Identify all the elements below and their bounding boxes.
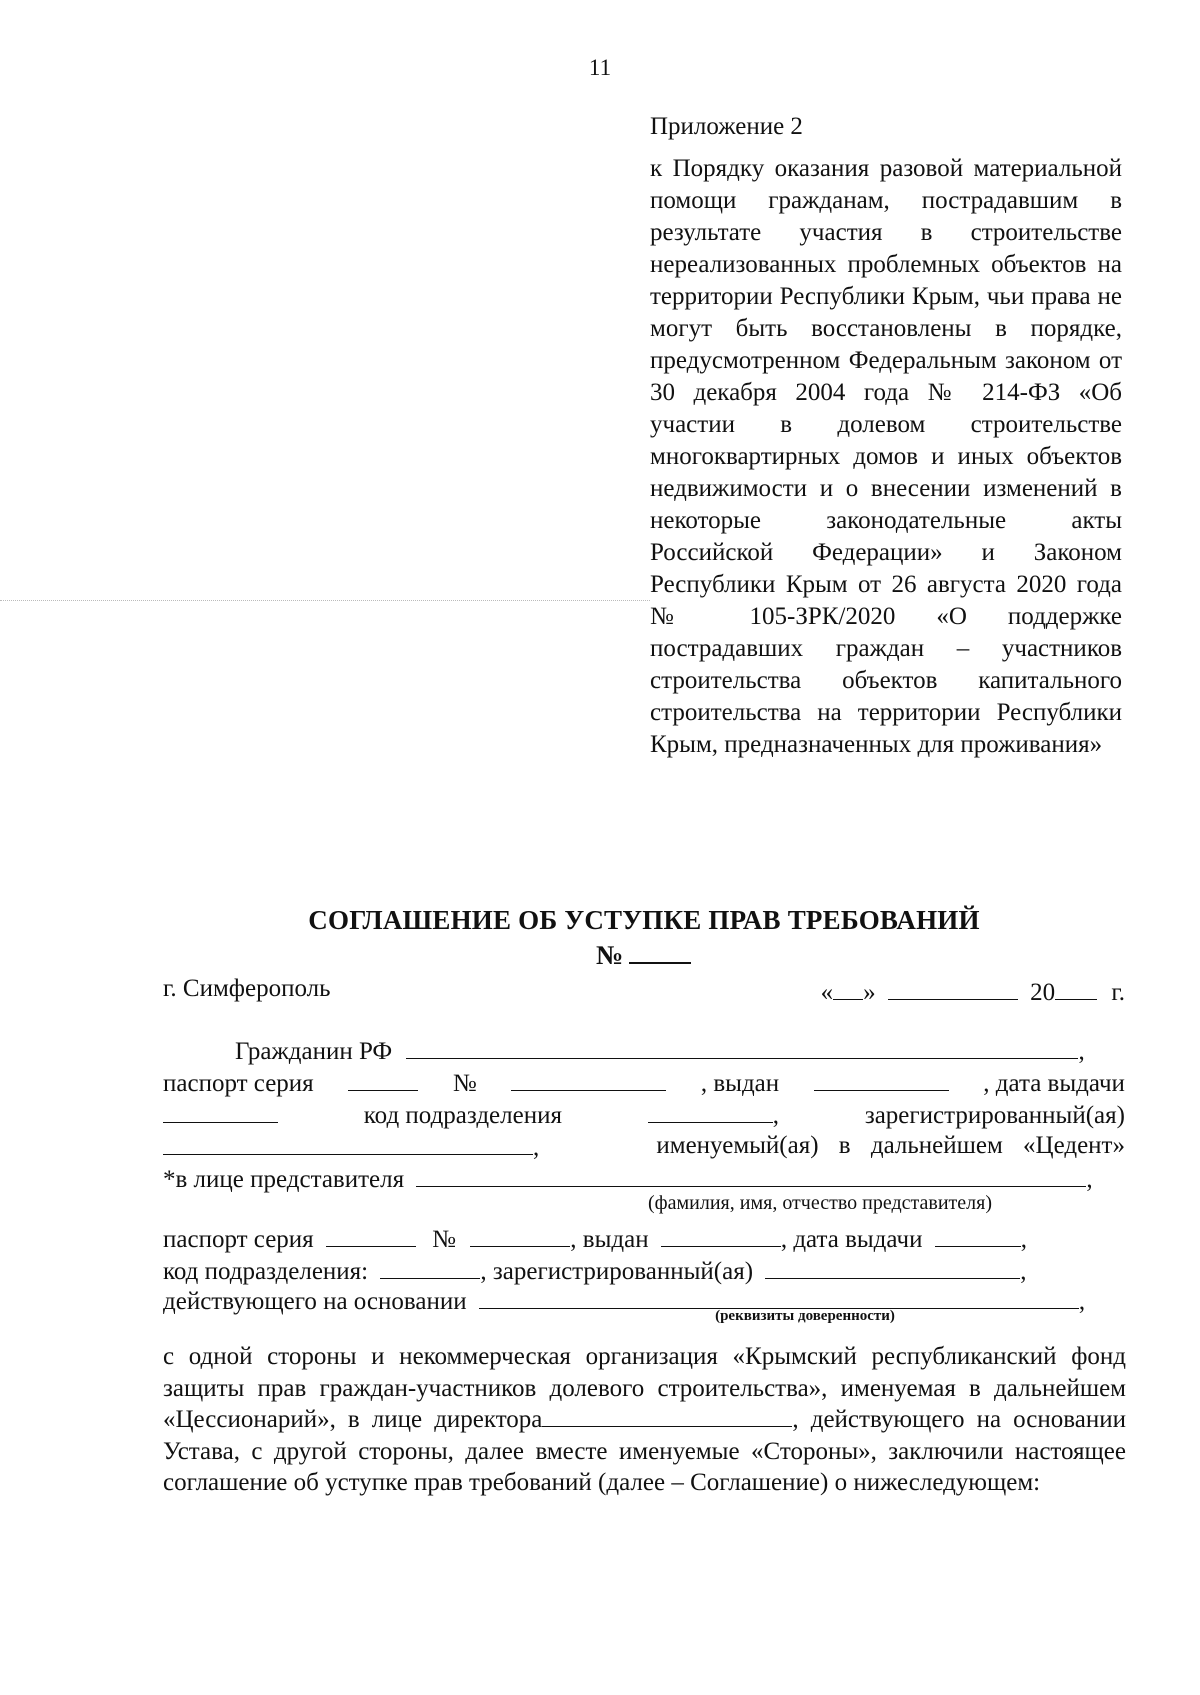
citizen-name-blank[interactable] xyxy=(406,1034,1078,1059)
represented-by-label: *в лице представителя xyxy=(163,1166,405,1193)
rep-passport-series-blank[interactable] xyxy=(326,1222,416,1247)
agreement-date xyxy=(821,975,1125,1007)
appendix-title: Приложение 2 xyxy=(650,113,803,140)
hereinafter-comma: , xyxy=(533,1134,540,1161)
representative-row xyxy=(163,1162,1125,1196)
date-quote-close: » xyxy=(863,979,876,1006)
agreement-number xyxy=(596,940,691,971)
passport-issued-blank[interactable] xyxy=(814,1066,949,1091)
rep-subdivision-row xyxy=(163,1254,1125,1288)
citizen-row xyxy=(163,1034,1125,1068)
hereinafter-row xyxy=(163,1130,1125,1164)
passport-series-blank[interactable] xyxy=(348,1066,418,1091)
hereinafter-cedent-text: именуемый(ая) в дальнейшем «Цедент» xyxy=(656,1132,1125,1159)
rep-passport-issued-label: , выдан xyxy=(570,1226,649,1253)
passport-series-label: паспорт серия xyxy=(163,1070,314,1097)
power-of-attorney-caption: (реквизиты доверенности) xyxy=(715,1308,895,1324)
director-name-blank[interactable] xyxy=(542,1404,792,1427)
representative-comma: , xyxy=(1086,1166,1093,1193)
rep-passport-comma: , xyxy=(1020,1226,1027,1253)
scan-dotted-artifact xyxy=(0,600,650,601)
closing-paragraph-part1: с одной стороны и некоммерческая организация «Крымский республиканский фонд защиты прав граждан-участников долевого строительства», именуемая в дальнейшем «Цессионарий», в лице директора xyxy=(163,1343,1126,1433)
rep-passport-issued-blank[interactable] xyxy=(661,1222,781,1247)
rep-passport-number-blank[interactable] xyxy=(470,1222,570,1247)
passport-issued-label: , выдан xyxy=(700,1070,780,1097)
citizen-comma: , xyxy=(1078,1038,1085,1065)
page-number: 11 xyxy=(588,55,612,80)
agreement-number-sign: № xyxy=(596,940,624,970)
agreement-city: г. Симферополь xyxy=(163,975,331,1002)
registered-label: зарегистрированный(ая) xyxy=(864,1102,1125,1129)
appendix-text: к Порядку оказания разовой материальной помощи гражданам, пострадавшим в результате участия в строительстве нереализованных проблемных объектов на территории Республики Крым, чьи права не могут быть восстановлены в порядке, предусмотренном Федеральным законом от 30 декабря 2004 года № 214-ФЗ «Об участии в долевом строительстве многоквартирных домов и иных объектов недвижимости и о внесении изменений в некоторые законодательные акты Российской Федерации» и Законом Республики Крым от 26 августа 2020 года № 105-ЗРК/2020 «О поддержке пострадавших граждан – участников строительства объектов капитального строительства на территории Республики Крым, предназначенных для проживания» xyxy=(650,155,1122,758)
closing-paragraph-part2: , действующего на основании Устава, с другой стороны, далее вместе именуемые «Стороны», заключили настоящее соглашение об уступке прав требований (далее – Соглашение) о нижеследующем: xyxy=(163,1406,1126,1496)
rep-passport-number-sign: № xyxy=(432,1226,457,1253)
issue-date-blank[interactable] xyxy=(163,1098,278,1123)
passport-number-sign: № xyxy=(452,1070,477,1097)
passport-number-blank[interactable] xyxy=(511,1066,666,1091)
closing-paragraph xyxy=(163,1341,1126,1499)
subdivision-code-blank[interactable] xyxy=(648,1098,773,1123)
rep-subdivision-code-label: код подразделения: xyxy=(163,1258,369,1285)
representative-name-blank[interactable] xyxy=(416,1162,1086,1187)
citizen-label: Гражданин РФ xyxy=(235,1038,393,1065)
date-quote-open: « xyxy=(820,979,834,1006)
acting-basis-row xyxy=(163,1284,1125,1318)
rep-registered-comma: , xyxy=(1020,1258,1027,1285)
rep-passport-row xyxy=(163,1222,1125,1256)
passport-row xyxy=(163,1066,1125,1100)
subdivision-row xyxy=(163,1098,1125,1132)
subdivision-comma: , xyxy=(772,1102,780,1129)
rep-passport-issue-date-label: , дата выдачи xyxy=(780,1226,923,1253)
agreement-title: СОГЛАШЕНИЕ ОБ УСТУПКЕ ПРАВ ТРЕБОВАНИЙ xyxy=(308,905,980,935)
rep-passport-issue-date-blank[interactable] xyxy=(935,1222,1021,1247)
representative-caption: (фамилия, имя, отчество представителя) xyxy=(648,1192,992,1214)
rep-passport-series-label: паспорт серия xyxy=(163,1226,314,1253)
rep-registered-label: , зарегистрированный(ая) xyxy=(480,1258,754,1285)
passport-issue-date-label: , дата выдачи xyxy=(983,1070,1125,1097)
acting-basis-comma: , xyxy=(1078,1288,1086,1315)
registered-address-blank[interactable] xyxy=(163,1130,533,1155)
acting-basis-label: действующего на основании xyxy=(163,1288,467,1315)
date-year-suffix: г. xyxy=(1111,979,1125,1006)
power-of-attorney-blank[interactable] xyxy=(479,1284,1079,1309)
date-year-prefix: 20 xyxy=(1030,979,1056,1006)
agreement-number-blank[interactable] xyxy=(629,942,691,964)
rep-registered-address-blank[interactable] xyxy=(765,1254,1020,1279)
date-day-blank[interactable] xyxy=(833,975,863,1000)
date-month-blank[interactable] xyxy=(888,975,1018,1000)
date-year-blank[interactable] xyxy=(1055,975,1097,1000)
rep-subdivision-code-blank[interactable] xyxy=(380,1254,480,1279)
subdivision-code-label: код подразделения xyxy=(363,1102,562,1129)
